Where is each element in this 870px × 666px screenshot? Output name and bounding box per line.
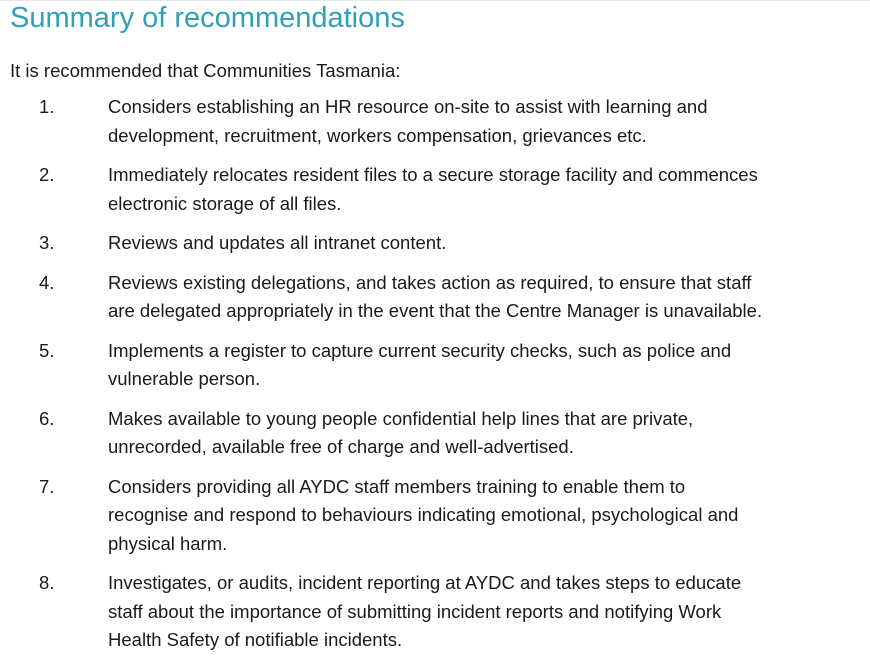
recommendation-number: 5.	[39, 339, 55, 361]
recommendation-number: 6.	[39, 407, 55, 429]
recommendation-number: 1.	[39, 96, 55, 117]
recommendation-number: 8.	[39, 572, 55, 593]
page-title: Summary of recommendations	[10, 2, 405, 34]
recommendation-item	[0, 269, 870, 326]
recommendation-text: Investigates, or audits, incident reporting at AYDC and takes steps to educate staff about the importance of submitting incident reports and notifying Work Health Safety of notifiable incidents.	[108, 572, 742, 650]
recommendation-item	[0, 93, 870, 150]
recommendation-item	[0, 405, 870, 462]
recommendations-list	[0, 93, 870, 666]
recommendation-item	[0, 337, 870, 394]
recommendation-number: 2.	[39, 164, 55, 185]
recommendation-text: Considers establishing an HR resource on-site to assist with learning and development, recruitment, workers compensation, grievances etc.	[108, 96, 708, 146]
intro-text: It is recommended that Communities Tasmania:	[10, 60, 401, 81]
recommendation-text: Considers providing all AYDC staff members training to enable them to recognise and respond to behaviours indicating emotional, psychological and physical harm.	[108, 475, 739, 554]
recommendation-item	[0, 473, 870, 559]
recommendation-number: 4.	[39, 271, 55, 293]
recommendation-text: Reviews existing delegations, and takes action as required, to ensure that staff are delegated appropriately in the event that the Centre Manager is unavailable.	[108, 271, 763, 321]
recommendation-text: Reviews and updates all intranet content.	[108, 232, 447, 253]
recommendation-item	[0, 569, 870, 655]
recommendation-number: 3.	[39, 232, 55, 253]
recommendation-item	[0, 229, 870, 258]
recommendation-text: Immediately relocates resident files to a secure storage facility and commences electronic storage of all files.	[108, 164, 758, 214]
recommendation-number: 7.	[39, 475, 55, 497]
recommendation-text: Makes available to young people confidential help lines that are private, unrecorded, available free of charge and well-advertised.	[108, 407, 694, 457]
recommendation-text: Implements a register to capture current security checks, such as police and vulnerable person.	[108, 339, 732, 389]
recommendation-item	[0, 161, 870, 218]
